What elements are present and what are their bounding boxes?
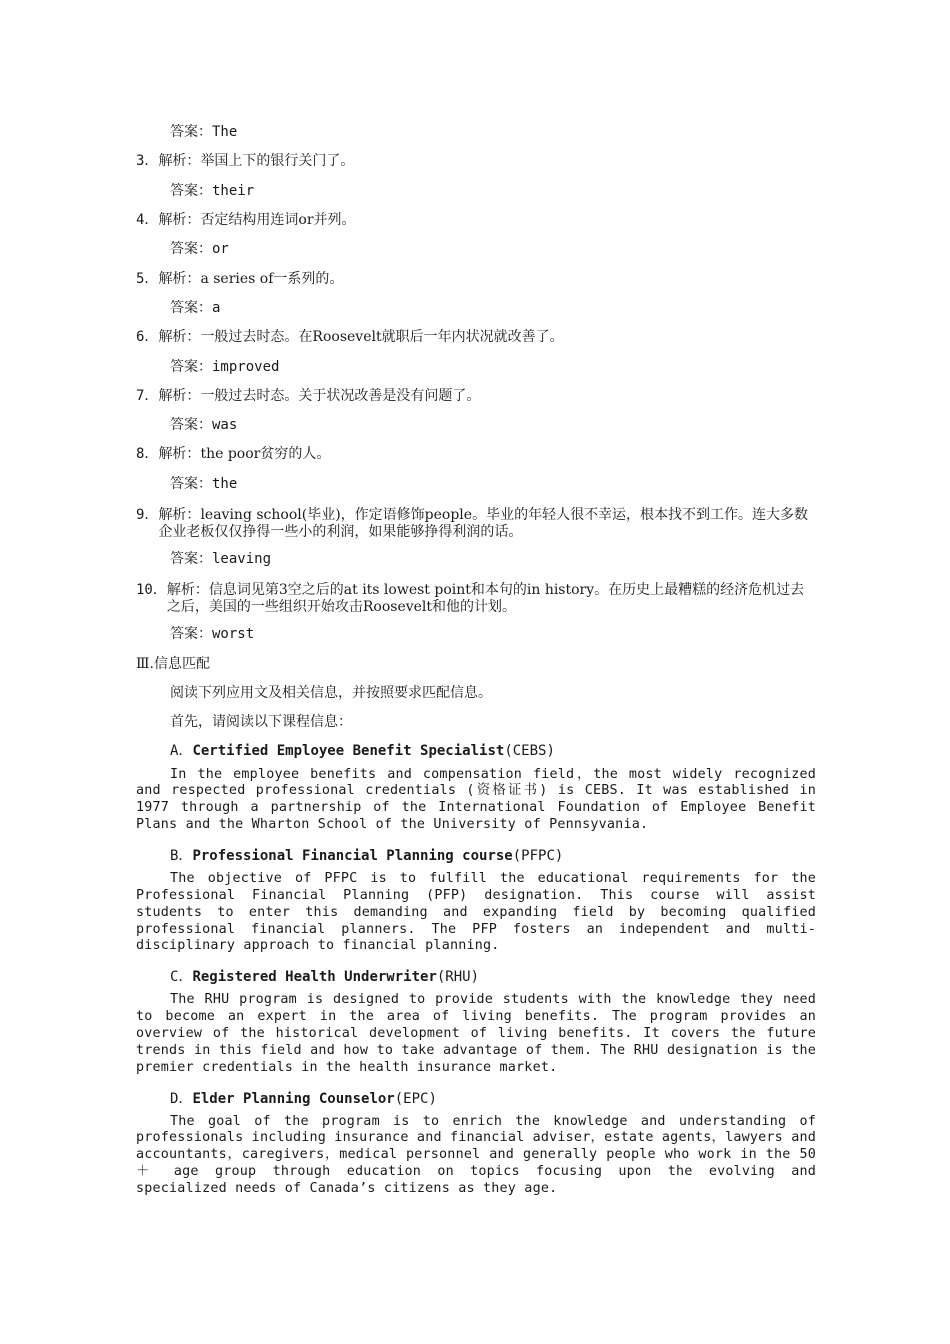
answer-line: 答案： worst [170,626,255,643]
course-description: The goal of the program is to enrich the knowledge and understanding of professionals including insurance and financial adviser，estate agents，lawyers and accountants，caregivers，medical personnel and generally people who work in the 50＋ age group through education on topics focusing upon the evolving and specialized needs of Canada’s citizens as they age. [136,1113,816,1196]
analysis-item-10: 10． 解析：信息词见第3空之后的at its lowest point和本句的in history。在历史上最糟糕的经济危机过去之后，美国的一些组织开始攻击Roosevelt和他的计划。 [136,582,805,616]
course-heading: B． Professional Financial Planning course (PFPC) [170,847,564,864]
analysis-item-3: 3． 解析： 举国上下的银行关门了。 [136,153,355,170]
course-description: In the employee benefits and compensation field，the most widely recognized and respected professional credentials (资格证书) is CEBS. It was established in 1977 through a partnership of the International Foundation of Employee Benefit Plans and the Wharton School of the University of Pennsyvania. [136,766,816,833]
analysis-item-7: 7． 解析： 一般过去时态。关于状况改善是没有问题了。 [136,387,481,404]
analysis-item-8: 8． 解析： the poor贫穷的人。 [136,446,331,463]
answer-line: 答案： their [170,182,255,199]
analysis-item-9: 9． 解析：leaving school(毕业)，作定语修饰people。毕业的年轻人很不幸运，根本找不到工作。连大多数企业老板仅仅挣得一些小的利润，如果能够挣得利润的话。 [136,506,809,540]
course-description: The RHU program is designed to provide students with the knowledge they need to become an expert in the area of living benefits. The program provides an overview of the historical development of living benefits. It covers the future trends in this field and how to take advantage of them. The RHU designation is the premier credentials in the health insurance market. [136,992,816,1075]
answer-line: 答案： a [170,299,221,316]
answer-line: 答案： leaving [170,551,272,567]
answer-line: 答案： was [170,417,238,434]
answer-line: 答案： the [170,475,238,492]
answer-line: 答案： or [170,241,229,258]
section-title: Ⅲ.信息匹配 [136,655,210,672]
course-heading: D． Elder Planning Counselor (EPC) [170,1090,437,1107]
analysis-item-6: 6． 解析： 一般过去时态。在Roosevelt就职后一年内状况就改善了。 [136,329,564,346]
document-page [136,118,816,1206]
analysis-item-4: 4． 解析： 否定结构用连词or并列。 [136,212,356,229]
course-heading: C． Registered Health Underwriter (RHU) [170,969,480,986]
course-heading: A． Certified Employee Benefit Specialist (CEBS) [170,743,555,760]
section-instruction: 阅读下列应用文及相关信息，并按照要求匹配信息。 [170,684,492,701]
analysis-item-5: 5． 解析： a series of一系列的。 [136,270,344,287]
answer-line: 答案： The [170,124,238,141]
answer-line: 答案： improved [170,358,280,375]
course-description: The objective of PFPC is to fulfill the educational requirements for the Professional Financial Planning (PFP) designation. This course will assist students to enter this demanding and expanding field by becoming qualified professional financial planners. The PFP fosters an independent and multi-disciplinary approach to financial planning. [136,871,816,954]
section-intro: 首先，请阅读以下课程信息： [170,714,352,731]
